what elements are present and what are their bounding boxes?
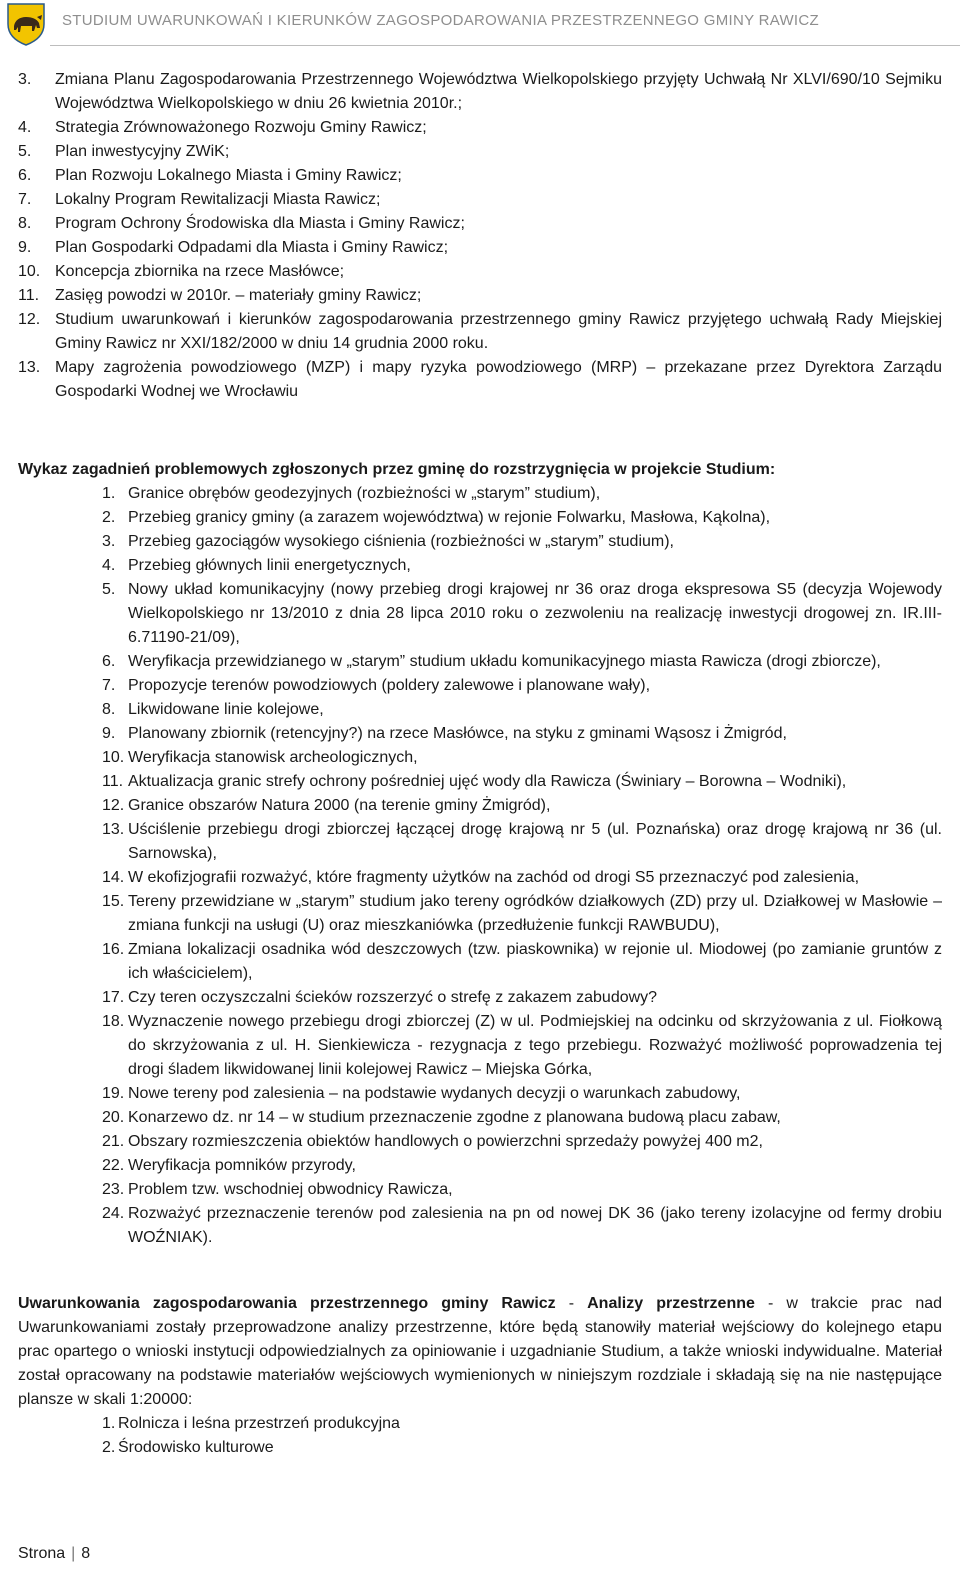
list-item-number: 4.	[18, 119, 32, 136]
list-item-text: Strategia Zrównoważonego Rozwoju Gminy Rawicz;	[55, 119, 427, 136]
issue-item	[18, 770, 942, 794]
list-item-number: 6.	[18, 167, 32, 184]
issue-item	[18, 818, 942, 866]
issue-item	[18, 506, 942, 530]
list-item-text: Granice obrębów geodezyjnych (rozbieżności w „starym” studium),	[128, 485, 601, 502]
list-item-text: Plan inwestycyjny ZWiK;	[55, 143, 230, 160]
list-item-text: Aktualizacja granic strefy ochrony pośredniej ujęć wody dla Rawicza (Świniary – Borowna – Wodniki),	[128, 773, 847, 790]
list-item-text: Weryfikacja stanowisk archeologicznych,	[128, 749, 418, 766]
list-item-number: 1.	[102, 485, 116, 502]
list-item-number: 13.	[102, 821, 125, 838]
list-item-number: 9.	[102, 725, 116, 742]
issue-item	[18, 1106, 942, 1130]
list-item-text: Przebieg głównych linii energetycznych,	[128, 557, 411, 574]
source-material-item	[18, 164, 942, 188]
list-item-text: Granice obszarów Natura 2000 (na terenie gminy Żmigród),	[128, 797, 551, 814]
issue-item	[18, 1154, 942, 1178]
list-item-text: Program Ochrony Środowiska dla Miasta i Gminy Rawicz;	[55, 215, 465, 232]
analysis-bold-title: Uwarunkowania zagospodarowania przestrzennego gminy Rawicz	[18, 1295, 556, 1312]
list-item-text: Nowy układ komunikacyjny (nowy przebieg drogi krajowej nr 36 oraz droga ekspresowa S5 (decyzja Wojewody Wielkopolskiego nr 13/2010 z dnia 28 lipca 2010 roku o zezwoleniu na realizację inwestycji drogowej zn. IR.III-6.71190-21/09),	[128, 581, 942, 646]
list-item-text: Przebieg granicy gminy (a zarazem województwa) w rejonie Folwarku, Masłowa, Kąkolna),	[128, 509, 771, 526]
issue-item	[18, 1082, 942, 1106]
issue-item	[18, 746, 942, 770]
list-item-number: 5.	[18, 143, 32, 160]
source-material-item	[18, 68, 942, 116]
list-item-number: 12.	[102, 797, 125, 814]
list-item-text: Zmiana lokalizacji osadnika wód deszczowych (tzw. piaskownika) w rejonie ul. Miodowej (po zamianie gruntów z ich właścicielem),	[128, 941, 942, 982]
list-item-number: 3.	[18, 71, 32, 88]
list-item-text: Koncepcja zbiornika na rzece Masłówce;	[55, 263, 345, 280]
header-divider	[50, 45, 960, 46]
list-item-text: Nowe tereny pod zalesienia – na podstawie wydanych decyzji o warunkach zabudowy,	[128, 1085, 741, 1102]
list-item-text: W ekofizjografii rozważyć, które fragmenty użytków na zachód od drogi S5 przeznaczyć pod zalesienia,	[128, 869, 860, 886]
issues-list	[18, 482, 942, 1250]
list-item-text: Obszary rozmieszczenia obiektów handlowych o powierzchni sprzedaży powyżej 400 m2,	[128, 1133, 763, 1150]
page-header	[0, 0, 960, 48]
analysis-separator: -	[555, 1295, 588, 1312]
list-item-number: 2.	[102, 1439, 116, 1456]
page-content	[18, 68, 942, 1460]
source-material-item	[18, 308, 942, 356]
issue-item	[18, 794, 942, 818]
issue-item	[18, 722, 942, 746]
list-item-number: 16.	[102, 941, 125, 958]
list-item-text: Uściślenie przebiegu drogi zbiorczej łączącej drogę krajową nr 5 (ul. Poznańska) oraz drogę krajową nr 36 (ul. Sarnowska),	[128, 821, 942, 862]
list-item-number: 9.	[18, 239, 32, 256]
issue-item	[18, 554, 942, 578]
list-item-number: 5.	[102, 581, 116, 598]
list-item-number: 8.	[18, 215, 32, 232]
analysis-text: - w trakcie prac nad Uwarunkowaniami zostały przeprowadzone analizy przestrzenne, które będą stanowiły materiał wejściowy do kolejnego etapu prac opartego o wnioski instytucji odpowiedzialnych za opiniowanie i uzgadnianie Studium, a także wnioski indywidualne. Materiał został opracowany na podstawie materiałów wejściowych wymienionych w niniejszym rozdziale i składają się na nie następujące plansze w skali 1:20000:	[18, 1295, 943, 1408]
list-item-text: Czy teren oczyszczalni ścieków rozszerzyć o strefę z zakazem zabudowy?	[128, 989, 658, 1006]
footer-label: Strona	[18, 1545, 66, 1562]
list-item-number: 1.	[102, 1415, 116, 1432]
list-item-number: 23.	[102, 1181, 125, 1198]
list-item-number: 10.	[18, 263, 41, 280]
issue-item	[18, 482, 942, 506]
list-item-text: Weryfikacja pomników przyrody,	[128, 1157, 356, 1174]
analysis-bold-subtitle: Analizy przestrzenne	[587, 1295, 755, 1312]
board-item	[18, 1436, 942, 1460]
issue-item	[18, 1010, 942, 1082]
issue-item	[18, 866, 942, 890]
list-item-number: 21.	[102, 1133, 125, 1150]
source-material-item	[18, 188, 942, 212]
footer-separator: |	[71, 1545, 76, 1562]
source-material-item	[18, 140, 942, 164]
list-item-text: Lokalny Program Rewitalizacji Miasta Rawicz;	[55, 191, 381, 208]
list-item-number: 8.	[102, 701, 116, 718]
issue-item	[18, 578, 942, 650]
list-item-number: 2.	[102, 509, 116, 526]
page-footer	[18, 1545, 90, 1563]
list-item-text: Środowisko kulturowe	[118, 1439, 274, 1456]
source-material-item	[18, 236, 942, 260]
list-item-number: 7.	[102, 677, 116, 694]
issue-item	[18, 1130, 942, 1154]
issue-item	[18, 890, 942, 938]
list-item-number: 17.	[102, 989, 125, 1006]
list-item-number: 11.	[102, 773, 124, 790]
list-item-text: Weryfikacja przewidzianego w „starym” studium układu komunikacyjnego miasta Rawicza (drogi zbiorcze),	[128, 653, 881, 670]
list-item-number: 15.	[102, 893, 125, 910]
list-item-number: 12.	[18, 311, 41, 328]
list-item-number: 11.	[18, 287, 40, 304]
issues-heading: Wykaz zagadnień problemowych zgłoszonych przez gminę do rozstrzygnięcia w projekcie Studium:	[18, 461, 776, 478]
issue-item	[18, 1202, 942, 1250]
issue-item	[18, 938, 942, 986]
list-item-text: Konarzewo dz. nr 14 – w studium przeznaczenie zgodne z planowana budową placu zabaw,	[128, 1109, 781, 1126]
list-item-text: Tereny przewidziane w „starym” studium jako tereny ogródków działkowych (ZD) przy ul. Działkowej w Masłowie – zmiana funkcji na usługi (U) oraz mieszkaniówka (przedłużenie funkcji RAWBUDU),	[128, 893, 942, 934]
issue-item	[18, 986, 942, 1010]
issue-item	[18, 674, 942, 698]
list-item-text: Planowany zbiornik (retencyjny?) na rzece Masłówce, na styku z gminami Wąsosz i Żmigród,	[128, 725, 787, 742]
document-running-title: STUDIUM UWARUNKOWAŃ I KIERUNKÓW ZAGOSPODAROWANIA PRZESTRZENNEGO GMINY RAWICZ	[62, 12, 819, 29]
list-item-number: 18.	[102, 1013, 125, 1030]
source-material-item	[18, 116, 942, 140]
list-item-number: 14.	[102, 869, 125, 886]
list-item-number: 13.	[18, 359, 41, 376]
page-number: 8	[81, 1545, 91, 1562]
source-materials-list	[18, 68, 942, 404]
list-item-number: 24.	[102, 1205, 125, 1222]
list-item-number: 19.	[102, 1085, 125, 1102]
analysis-paragraph	[18, 1292, 942, 1412]
issue-item	[18, 530, 942, 554]
source-material-item	[18, 260, 942, 284]
list-item-text: Likwidowane linie kolejowe,	[128, 701, 324, 718]
coat-of-arms-icon	[6, 2, 46, 46]
list-item-text: Mapy zagrożenia powodziowego (MZP) i mapy ryzyka powodziowego (MRP) – przekazane przez Dyrektora Zarządu Gospodarki Wodnej we Wrocławiu	[55, 359, 942, 400]
list-item-text: Plan Gospodarki Odpadami dla Miasta i Gminy Rawicz;	[55, 239, 449, 256]
list-item-number: 22.	[102, 1157, 125, 1174]
list-item-text: Problem tzw. wschodniej obwodnicy Rawicza,	[128, 1181, 453, 1198]
list-item-number: 3.	[102, 533, 116, 550]
list-item-text: Wyznaczenie nowego przebiegu drogi zbiorczej (Z) w ul. Podmiejskiej na odcinku od skrzyżowania z ul. Fiołkową do skrzyżowania z ul. H. Sienkiewicza - rezygnacja z tego przebiegu. Rozważyć możliwość poprowadzenia tej drogi śladem likwidowanej linii kolejowej Rawicz – Miejska Górka,	[128, 1013, 942, 1078]
list-item-text: Plan Rozwoju Lokalnego Miasta i Gminy Rawicz;	[55, 167, 402, 184]
list-item-text: Rozważyć przeznaczenie terenów pod zalesienia na pn od nowej DK 36 (jako tereny izolacyjne od fermy drobiu WOŹNIAK).	[128, 1205, 942, 1246]
list-item-text: Studium uwarunkowań i kierunków zagospodarowania przestrzennego gminy Rawicz przyjętego uchwałą Rady Miejskiej Gminy Rawicz nr XXI/182/2000 w dniu 14 grudnia 2000 roku.	[55, 311, 942, 352]
list-item-number: 6.	[102, 653, 116, 670]
list-item-number: 10.	[102, 749, 125, 766]
issue-item	[18, 698, 942, 722]
list-item-text: Zmiana Planu Zagospodarowania Przestrzennego Województwa Wielkopolskiego przyjęty Uchwałą Nr XLVI/690/10 Sejmiku Województwa Wielkopolskiego w dniu 26 kwietnia 2010r.;	[55, 71, 942, 112]
list-item-number: 7.	[18, 191, 32, 208]
source-material-item	[18, 356, 942, 404]
boards-list	[18, 1412, 942, 1460]
issue-item	[18, 1178, 942, 1202]
list-item-text: Rolnicza i leśna przestrzeń produkcyjna	[118, 1415, 400, 1432]
source-material-item	[18, 284, 942, 308]
board-item	[18, 1412, 942, 1436]
list-item-text: Przebieg gazociągów wysokiego ciśnienia (rozbieżności w „starym” studium),	[128, 533, 674, 550]
list-item-number: 20.	[102, 1109, 125, 1126]
source-material-item	[18, 212, 942, 236]
list-item-text: Propozycje terenów powodziowych (poldery zalewowe i planowane wały),	[128, 677, 651, 694]
list-item-number: 4.	[102, 557, 116, 574]
list-item-text: Zasięg powodzi w 2010r. – materiały gminy Rawicz;	[55, 287, 422, 304]
issue-item	[18, 650, 942, 674]
